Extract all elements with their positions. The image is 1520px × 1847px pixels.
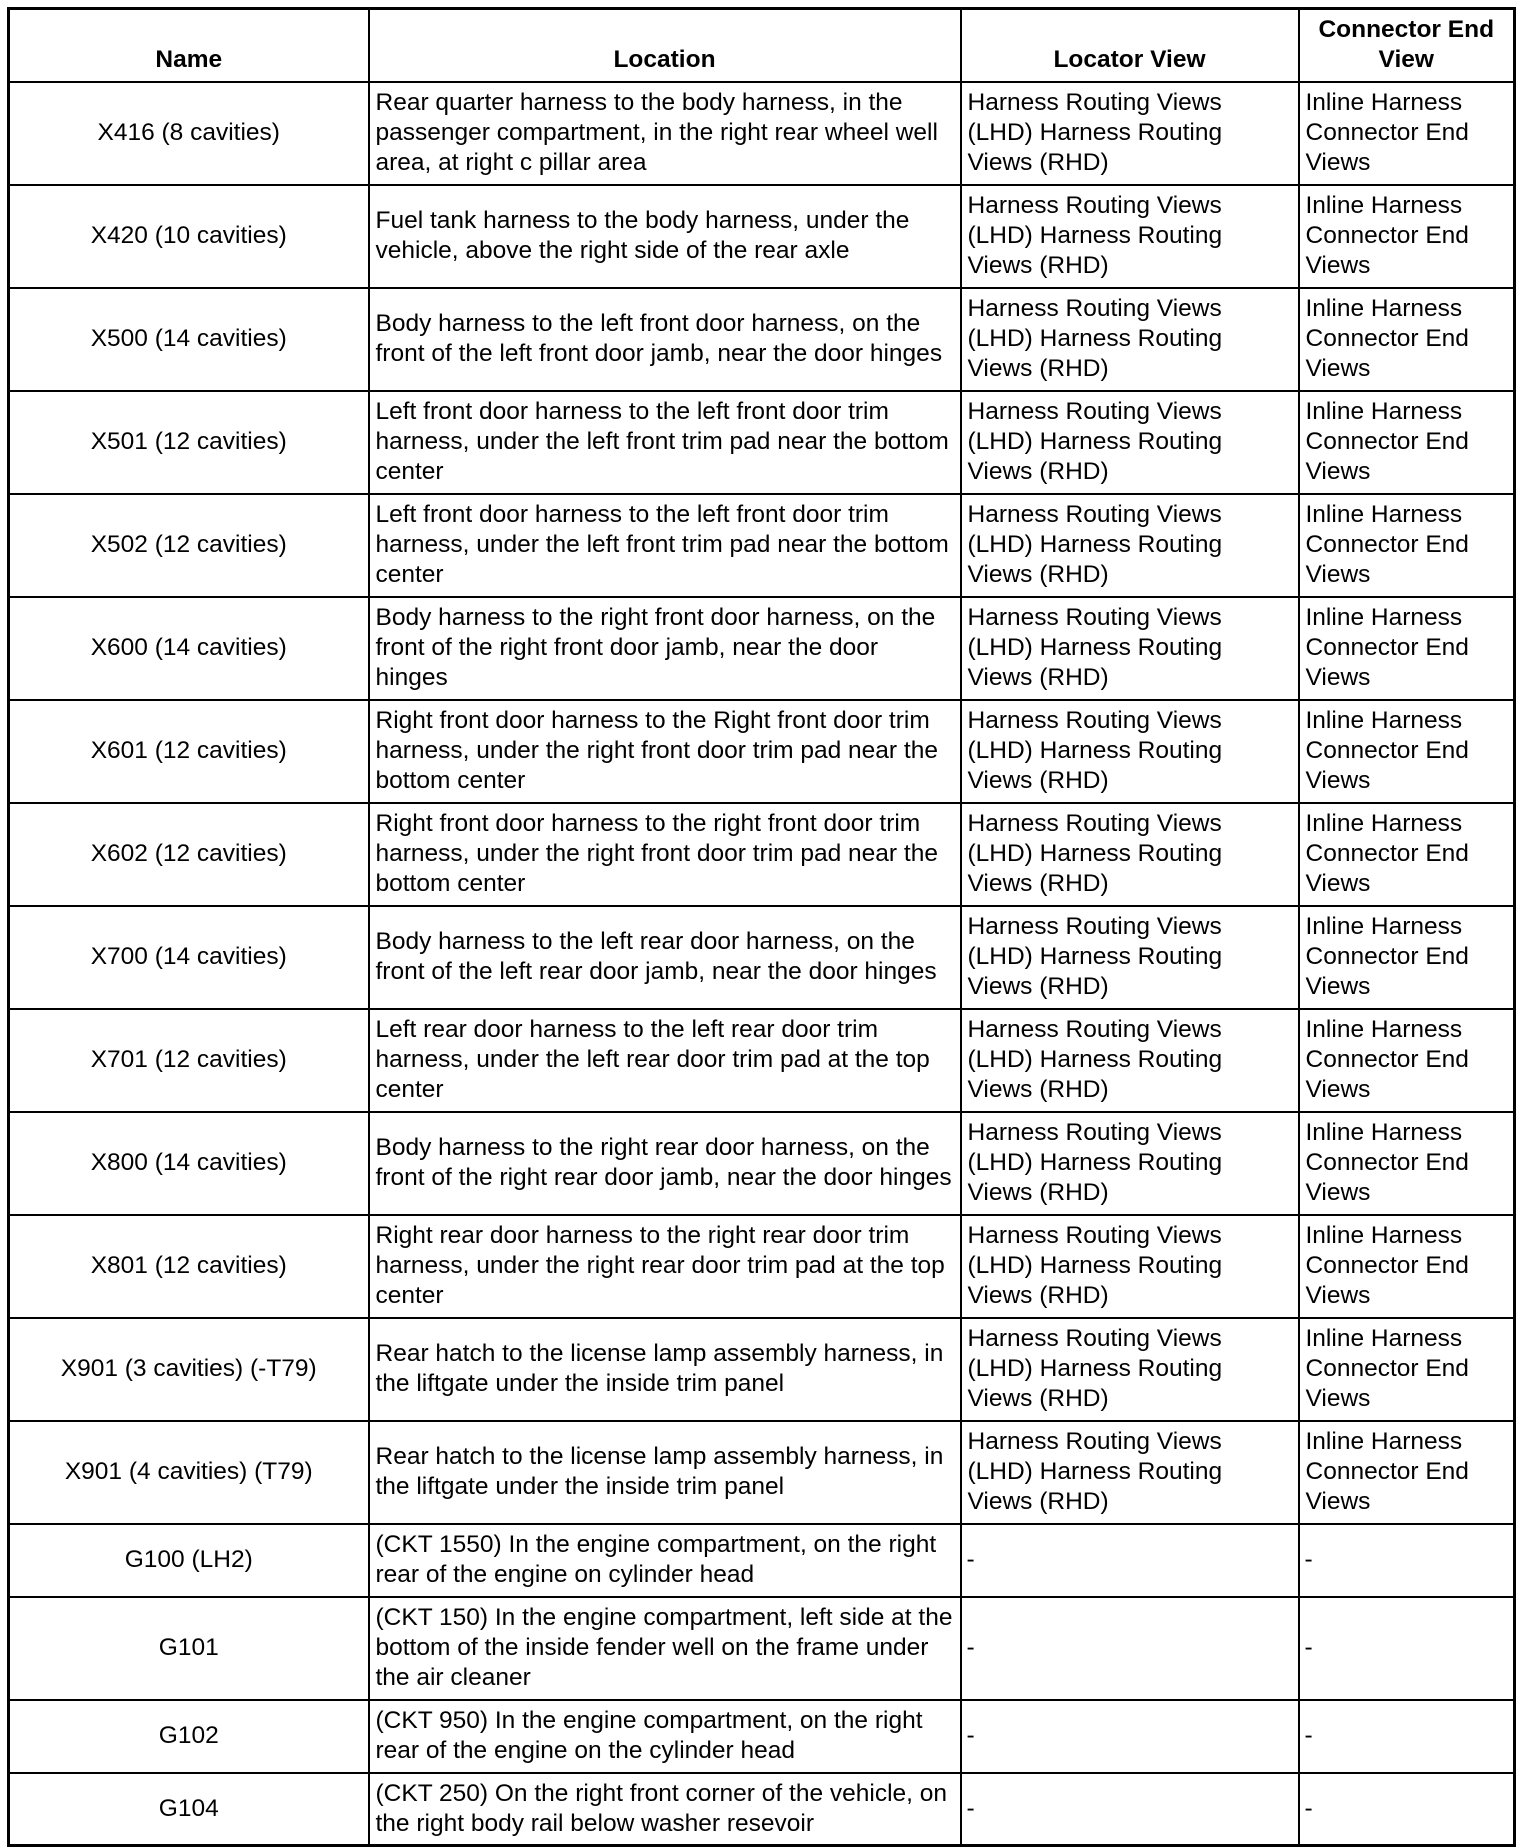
cell-connector-end-view: Inline Harness Connector End Views [1299, 1112, 1515, 1215]
table-row [9, 494, 1515, 597]
cell-connector-end-view: - [1299, 1524, 1515, 1597]
cell-name: X502 (12 cavities) [9, 494, 369, 597]
cell-name: X801 (12 cavities) [9, 1215, 369, 1318]
table-row [9, 391, 1515, 494]
table-row [9, 1318, 1515, 1421]
cell-location: Right front door harness to the right front door trim harness, under the right front door trim pad near the bottom center [369, 803, 961, 906]
cell-connector-end-view: Inline Harness Connector End Views [1299, 288, 1515, 391]
cell-locator-view: Harness Routing Views (LHD) Harness Routing Views (RHD) [961, 185, 1299, 288]
table-row [9, 1009, 1515, 1112]
cell-connector-end-view: Inline Harness Connector End Views [1299, 1421, 1515, 1524]
table-row [9, 1112, 1515, 1215]
cell-location: Body harness to the left rear door harness, on the front of the left rear door jamb, near the door hinges [369, 906, 961, 1009]
cell-connector-end-view: Inline Harness Connector End Views [1299, 597, 1515, 700]
connector-table [7, 7, 1516, 1847]
cell-locator-view: Harness Routing Views (LHD) Harness Routing Views (RHD) [961, 597, 1299, 700]
table-row [9, 1597, 1515, 1700]
cell-connector-end-view: - [1299, 1700, 1515, 1773]
cell-name: G101 [9, 1597, 369, 1700]
table-row [9, 1215, 1515, 1318]
cell-name: X800 (14 cavities) [9, 1112, 369, 1215]
table-row [9, 1773, 1515, 1846]
table-row [9, 185, 1515, 288]
header-name: Name [9, 9, 369, 82]
cell-locator-view: - [961, 1524, 1299, 1597]
cell-locator-view: Harness Routing Views (LHD) Harness Routing Views (RHD) [961, 288, 1299, 391]
cell-locator-view: Harness Routing Views (LHD) Harness Routing Views (RHD) [961, 1318, 1299, 1421]
cell-connector-end-view: Inline Harness Connector End Views [1299, 1009, 1515, 1112]
cell-locator-view: Harness Routing Views (LHD) Harness Routing Views (RHD) [961, 1215, 1299, 1318]
cell-location: (CKT 950) In the engine compartment, on the right rear of the engine on the cylinder head [369, 1700, 961, 1773]
cell-locator-view: Harness Routing Views (LHD) Harness Routing Views (RHD) [961, 1421, 1299, 1524]
cell-location: Left front door harness to the left front door trim harness, under the left front trim pad near the bottom center [369, 391, 961, 494]
header-locator-view: Locator View [961, 9, 1299, 82]
cell-locator-view: Harness Routing Views (LHD) Harness Routing Views (RHD) [961, 82, 1299, 185]
cell-connector-end-view: - [1299, 1597, 1515, 1700]
cell-location: Fuel tank harness to the body harness, under the vehicle, above the right side of the rear axle [369, 185, 961, 288]
cell-location: Right front door harness to the Right front door trim harness, under the right front door trim pad near the bottom center [369, 700, 961, 803]
cell-name: X700 (14 cavities) [9, 906, 369, 1009]
table-row [9, 906, 1515, 1009]
cell-connector-end-view: Inline Harness Connector End Views [1299, 391, 1515, 494]
cell-name: X602 (12 cavities) [9, 803, 369, 906]
cell-connector-end-view: Inline Harness Connector End Views [1299, 1318, 1515, 1421]
cell-name: X901 (3 cavities) (-T79) [9, 1318, 369, 1421]
cell-name: X416 (8 cavities) [9, 82, 369, 185]
cell-locator-view: Harness Routing Views (LHD) Harness Routing Views (RHD) [961, 906, 1299, 1009]
cell-connector-end-view: Inline Harness Connector End Views [1299, 906, 1515, 1009]
table-row [9, 1700, 1515, 1773]
header-row [9, 9, 1515, 82]
cell-connector-end-view: Inline Harness Connector End Views [1299, 82, 1515, 185]
cell-connector-end-view: Inline Harness Connector End Views [1299, 700, 1515, 803]
cell-locator-view: Harness Routing Views (LHD) Harness Routing Views (RHD) [961, 700, 1299, 803]
cell-location: Body harness to the left front door harness, on the front of the left front door jamb, near the door hinges [369, 288, 961, 391]
cell-name: G104 [9, 1773, 369, 1846]
header-connector-end-view: Connector End View [1299, 9, 1515, 82]
cell-locator-view: Harness Routing Views (LHD) Harness Routing Views (RHD) [961, 494, 1299, 597]
cell-locator-view: Harness Routing Views (LHD) Harness Routing Views (RHD) [961, 1112, 1299, 1215]
cell-name: X420 (10 cavities) [9, 185, 369, 288]
table-row [9, 1421, 1515, 1524]
cell-locator-view: Harness Routing Views (LHD) Harness Routing Views (RHD) [961, 1009, 1299, 1112]
cell-name: G100 (LH2) [9, 1524, 369, 1597]
cell-locator-view: Harness Routing Views (LHD) Harness Routing Views (RHD) [961, 803, 1299, 906]
table-row [9, 803, 1515, 906]
header-location: Location [369, 9, 961, 82]
cell-locator-view: - [961, 1773, 1299, 1846]
cell-location: Right rear door harness to the right rear door trim harness, under the right rear door trim pad at the top center [369, 1215, 961, 1318]
cell-location: Body harness to the right front door harness, on the front of the right front door jamb, near the door hinges [369, 597, 961, 700]
cell-name: G102 [9, 1700, 369, 1773]
cell-location: Rear hatch to the license lamp assembly harness, in the liftgate under the inside trim panel [369, 1421, 961, 1524]
cell-name: X501 (12 cavities) [9, 391, 369, 494]
cell-locator-view: Harness Routing Views (LHD) Harness Routing Views (RHD) [961, 391, 1299, 494]
table-row [9, 82, 1515, 185]
cell-locator-view: - [961, 1700, 1299, 1773]
cell-locator-view: - [961, 1597, 1299, 1700]
cell-name: X701 (12 cavities) [9, 1009, 369, 1112]
cell-connector-end-view: Inline Harness Connector End Views [1299, 1215, 1515, 1318]
cell-location: (CKT 150) In the engine compartment, left side at the bottom of the inside fender well on the frame under the air cleaner [369, 1597, 961, 1700]
cell-connector-end-view: - [1299, 1773, 1515, 1846]
cell-location: (CKT 250) On the right front corner of the vehicle, on the right body rail below washer resevoir [369, 1773, 961, 1846]
cell-location: Left rear door harness to the left rear door trim harness, under the left rear door trim pad at the top center [369, 1009, 961, 1112]
cell-location: Rear quarter harness to the body harness, in the passenger compartment, in the right rear wheel well area, at right c pillar area [369, 82, 961, 185]
cell-location: Left front door harness to the left front door trim harness, under the left front trim pad near the bottom center [369, 494, 961, 597]
cell-name: X901 (4 cavities) (T79) [9, 1421, 369, 1524]
table-row [9, 1524, 1515, 1597]
cell-name: X601 (12 cavities) [9, 700, 369, 803]
cell-location: Rear hatch to the license lamp assembly harness, in the liftgate under the inside trim panel [369, 1318, 961, 1421]
table-row [9, 597, 1515, 700]
cell-name: X500 (14 cavities) [9, 288, 369, 391]
cell-location: Body harness to the right rear door harness, on the front of the right rear door jamb, near the door hinges [369, 1112, 961, 1215]
cell-location: (CKT 1550) In the engine compartment, on the right rear of the engine on cylinder head [369, 1524, 961, 1597]
cell-connector-end-view: Inline Harness Connector End Views [1299, 185, 1515, 288]
cell-connector-end-view: Inline Harness Connector End Views [1299, 803, 1515, 906]
table-row [9, 700, 1515, 803]
table-row [9, 288, 1515, 391]
cell-name: X600 (14 cavities) [9, 597, 369, 700]
cell-connector-end-view: Inline Harness Connector End Views [1299, 494, 1515, 597]
